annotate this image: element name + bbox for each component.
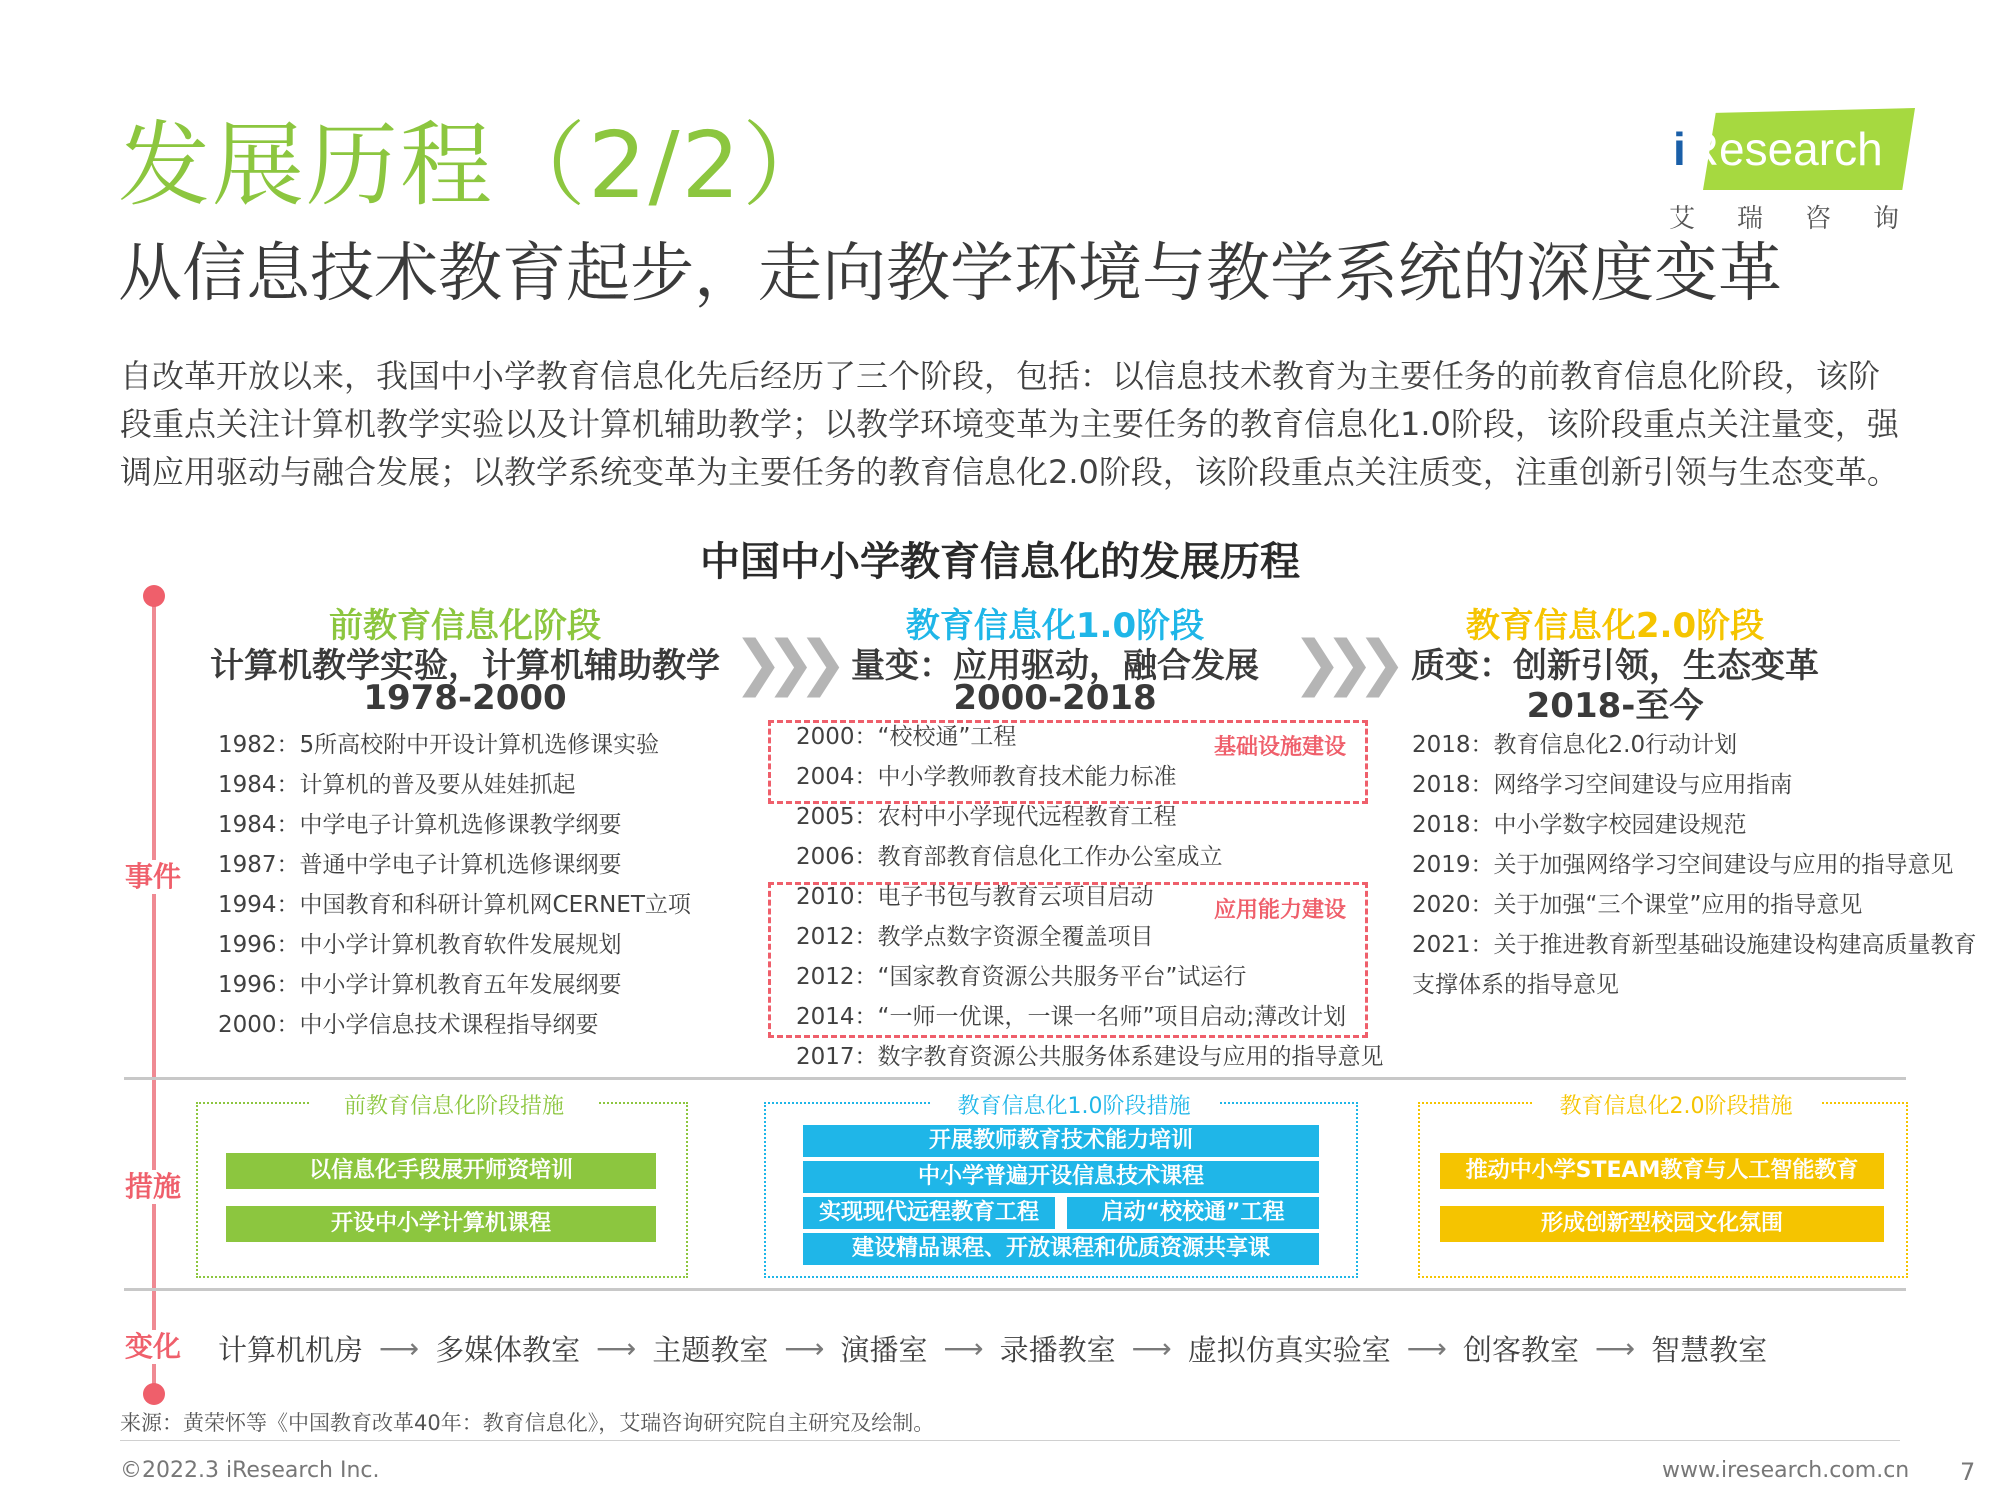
event-item: 1987：普通中学电子计算机选修课纲要 — [218, 852, 622, 878]
event-item: 2018：教育信息化2.0行动计划 — [1412, 732, 1738, 758]
change-item: 录播教室 — [999, 1333, 1116, 1367]
diagram-title: 中国中小学教育信息化的发展历程 — [700, 539, 1300, 585]
stage-years-1: 2000-2018 — [953, 678, 1157, 718]
section-divider — [124, 1288, 1906, 1291]
stage-theme-1: 量变：应用驱动，融合发展 — [851, 646, 1259, 686]
measures-title-pre: 前教育信息化阶段措施 — [310, 1089, 598, 1120]
website-link[interactable]: www.iresearch.com.cn — [1662, 1458, 1910, 1483]
arrow-right-icon: ⟶ — [379, 1332, 420, 1365]
measure-bar: 开展教师教育技术能力培训 — [803, 1125, 1319, 1157]
timeline-axis — [152, 590, 156, 1385]
logo-wordmark: iResearch — [1673, 123, 1883, 175]
event-item: 2019：关于加强网络学习空间建设与应用的指导意见 — [1412, 852, 1954, 878]
measure-bar: 形成创新型校园文化氛围 — [1440, 1206, 1884, 1242]
event-item: 2012：教学点数字资源全覆盖项目 — [796, 924, 1154, 950]
event-item: 2000：中小学信息技术课程指导纲要 — [218, 1012, 599, 1038]
event-item: 1984：中学电子计算机选修课教学纲要 — [218, 812, 622, 838]
infrastructure-tag: 基础设施建设 — [1214, 735, 1347, 760]
arrow-right-icon: ⟶ — [1406, 1332, 1447, 1365]
event-item: 2014：“一师一优课，一课一名师”项目启动;薄改计划 — [796, 1004, 1347, 1030]
stage-chevron-arrow: ❯❯❯ — [1292, 628, 1389, 698]
arrow-right-icon: ⟶ — [1594, 1332, 1636, 1365]
measure-bar: 开设中小学计算机课程 — [226, 1206, 656, 1242]
application-tag: 应用能力建设 — [1214, 898, 1347, 923]
change-item: 创客教室 — [1462, 1333, 1579, 1367]
event-item: 1996：中小学计算机教育软件发展规划 — [218, 932, 622, 958]
arrow-right-icon: ⟶ — [1131, 1332, 1172, 1365]
measures-title-2: 教育信息化2.0阶段措施 — [1532, 1089, 1820, 1120]
side-label-measures: 措施 — [118, 1170, 188, 1204]
measure-bar: 建设精品课程、开放课程和优质资源共享课 — [803, 1233, 1319, 1265]
arrow-right-icon: ⟶ — [784, 1332, 825, 1365]
events-list-2 — [1412, 725, 1977, 1005]
event-item: 1994：中国教育和科研计算机网CERNET立项 — [218, 892, 691, 918]
copyright: ©2022.3 iResearch Inc. — [120, 1458, 380, 1483]
stage-theme-2: 质变：创新引领，生态变革 — [1411, 646, 1819, 686]
event-item: 2004：中小学教师教育技术能力标准 — [796, 764, 1177, 790]
event-item: 2005：农村中小学现代远程教育工程 — [796, 804, 1177, 830]
changes-row — [218, 1328, 1767, 1369]
stage-theme-pre: 计算机教学实验，计算机辅助教学 — [210, 646, 720, 686]
event-item: 2010：电子书包与教育云项目启动 — [796, 884, 1154, 910]
stage-name-2: 教育信息化2.0阶段 — [1465, 606, 1765, 646]
event-item: 2012：“国家教育资源公共服务平台”试运行 — [796, 964, 1247, 990]
event-item: 1982：5所高校附中开设计算机选修课实验 — [218, 732, 660, 758]
event-item: 2021：关于推进教育新型基础设施建设构建高质量教育 — [1412, 932, 1977, 958]
arrow-right-icon: ⟶ — [596, 1332, 637, 1365]
events-list-pre — [218, 725, 691, 1045]
event-item: 2000：“校校通”工程 — [796, 724, 1017, 750]
event-item: 2018：网络学习空间建设与应用指南 — [1412, 772, 1793, 798]
event-item: 2006：教育部教育信息化工作办公室成立 — [796, 844, 1223, 870]
event-item: 2018：中小学数字校园建设规范 — [1412, 812, 1747, 838]
measure-bar: 实现现代远程教育工程 — [803, 1197, 1055, 1229]
stage-name-pre: 前教育信息化阶段 — [329, 606, 601, 646]
page-title: 发展历程（2/2） — [118, 112, 837, 219]
page-subtitle: 从信息技术教育起步，走向教学环境与教学系统的深度变革 — [118, 237, 1782, 311]
change-item: 演播室 — [840, 1333, 928, 1367]
arrow-right-icon: ⟶ — [943, 1332, 984, 1365]
section-divider — [124, 1077, 1906, 1080]
measure-bar: 以信息化手段展开师资培训 — [226, 1153, 656, 1189]
measures-title-1: 教育信息化1.0阶段措施 — [930, 1089, 1218, 1120]
side-label-changes: 变化 — [118, 1330, 188, 1364]
intro-paragraph: 自改革开放以来，我国中小学教育信息化先后经历了三个阶段，包括：以信息技术教育为主要任务的前教育信息化阶段，该阶段重点关注计算机教学实验以及计算机辅助教学；以教学环境变革为主要任务的教育信息化1.0阶段，该阶段重点关注量变，强调应用驱动与融合发展；以教学系统变革为主要任务的教育信息化2.0阶段，该阶段重点关注质变，注重创新引领与生态变革。 — [120, 357, 1899, 491]
measures-box-pre — [196, 1102, 688, 1278]
event-item: 2017：数字教育资源公共服务体系建设与应用的指导意见 — [796, 1044, 1384, 1070]
events-list-1 — [796, 717, 1384, 1077]
timeline-end-dot — [143, 1383, 165, 1405]
event-item: 1996：中小学计算机教育五年发展纲要 — [218, 972, 622, 998]
logo-chinese-name: 艾瑞咨询 — [1669, 204, 1942, 234]
timeline-start-dot — [143, 585, 165, 607]
stage-name-1: 教育信息化1.0阶段 — [905, 606, 1205, 646]
event-item: 2020：关于加强“三个课堂”应用的指导意见 — [1412, 892, 1863, 918]
change-item: 主题教室 — [652, 1333, 769, 1367]
measure-bar: 推动中小学STEAM教育与人工智能教育 — [1440, 1153, 1884, 1189]
change-item: 虚拟仿真实验室 — [1187, 1333, 1391, 1367]
page-number: 7 — [1960, 1458, 1976, 1486]
footer-divider — [120, 1440, 1900, 1441]
iresearch-logo — [1665, 108, 1942, 234]
change-item: 计算机机房 — [218, 1333, 364, 1367]
stage-years-pre: 1978-2000 — [363, 678, 567, 718]
event-item: 支撑体系的指导意见 — [1412, 972, 1619, 998]
measures-box-2 — [1418, 1102, 1908, 1278]
change-item: 智慧教室 — [1651, 1333, 1768, 1367]
change-item: 多媒体教室 — [435, 1333, 581, 1367]
stage-years-2: 2018-至今 — [1526, 686, 1704, 726]
source-note: 来源：黄荣怀等《中国教育改革40年：教育信息化》，艾瑞咨询研究院自主研究及绘制。 — [120, 1411, 935, 1435]
measure-bar: 中小学普遍开设信息技术课程 — [803, 1161, 1319, 1193]
side-label-events: 事件 — [118, 860, 188, 894]
measure-bar: 启动“校校通”工程 — [1067, 1197, 1319, 1229]
event-item: 1984：计算机的普及要从娃娃抓起 — [218, 772, 576, 798]
stage-chevron-arrow: ❯❯❯ — [733, 628, 830, 698]
